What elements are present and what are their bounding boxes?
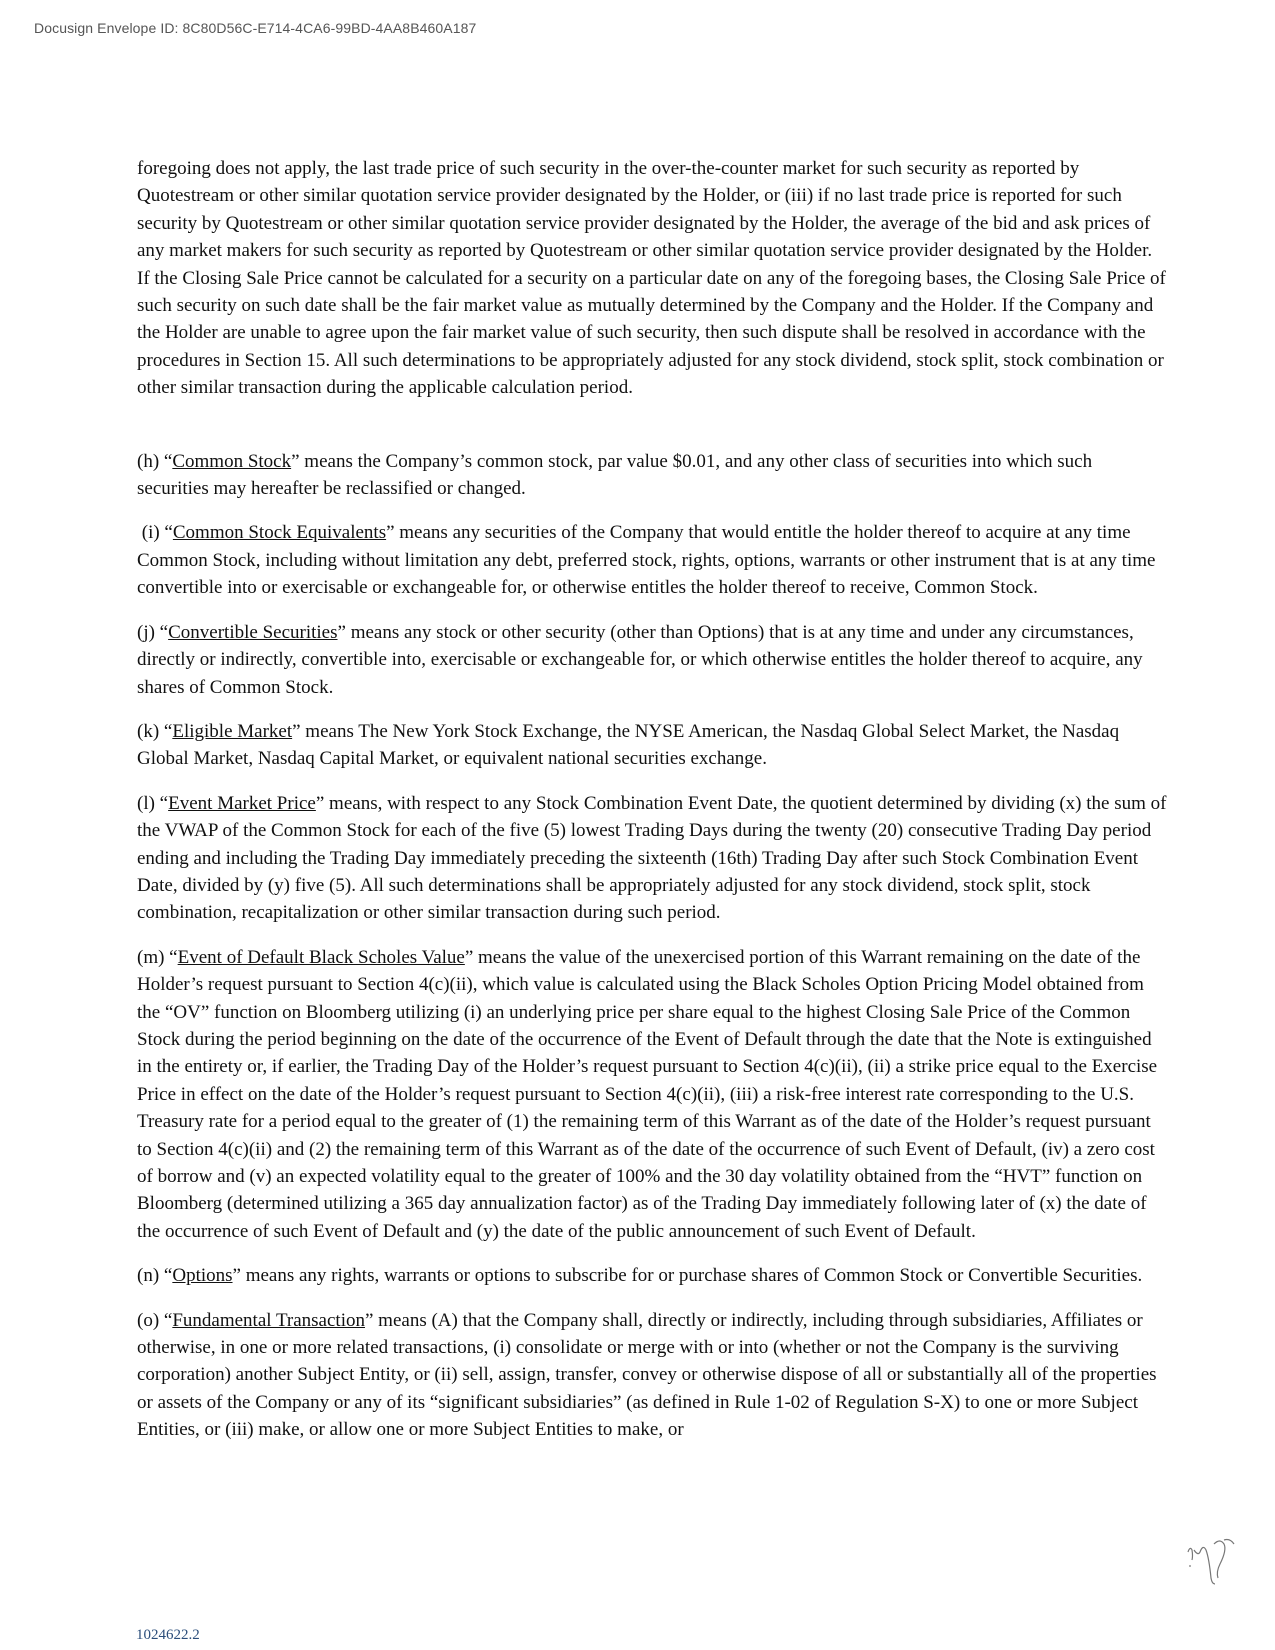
definition-k <box>137 718 1167 773</box>
definition-text: ” means the Company’s common stock, par value $0.01, and any other class of securities into which such securities may hereafter be reclassified or changed. <box>137 450 1093 500</box>
definition-text: ” means any securities of the Company that would entitle the holder thereof to acquire at any time Common Stock, including without limitation any debt, preferred stock, rights, options, warrants or other instrument that is at any time convertible into or exercisable or exchangeable for, or otherwise entitles the holder thereof to receive, Common Stock. <box>137 522 1156 599</box>
continuation-paragraph: foregoing does not apply, the last trade price of such security in the over-the-counter market for such security as reported by Quotestream or other similar quotation service provider designated by the Holder, or (iii) if no last trade price is reported for such security by Quotestream or other similar quotation service provider designated by the Holder, the average of the bid and ask prices of any market makers for such security as reported by Quotestream or other similar quotation service provider designated by the Holder. If the Closing Sale Price cannot be calculated for a security on a particular date on any of the foregoing bases, the Closing Sale Price of such security on such date shall be the fair market value as mutually determined by the Company and the Holder. If the Company and the Holder are unable to agree upon the fair market value of such security, then such dispute shall be resolved in accordance with the procedures in Section 15. All such determinations to be appropriately adjusted for any stock dividend, stock split, stock combination or other similar transaction during the applicable calculation period. <box>137 158 1166 399</box>
defined-term: Convertible Securities <box>168 621 338 643</box>
definition-label: (h) “ <box>137 450 173 472</box>
definition-label: (m) “ <box>137 946 178 968</box>
defined-term: Common Stock <box>172 450 292 472</box>
defined-term: Event Market Price <box>168 792 316 814</box>
handwritten-initials <box>1180 1530 1250 1594</box>
defined-term: Common Stock Equivalents <box>172 522 387 544</box>
defined-term: Options <box>172 1265 233 1287</box>
definition-label: (l) “ <box>137 792 169 814</box>
defined-term: Event of Default Black Scholes Value <box>177 946 465 968</box>
definition-j <box>137 619 1167 701</box>
definition-m <box>137 944 1167 1245</box>
definition-label: (o) “ <box>137 1309 173 1331</box>
defined-term: Fundamental Transaction <box>172 1309 365 1331</box>
definition-text: ” means any stock or other security (other than Options) that is at any time and under any circumstances, directly or indirectly, convertible into, exercisable or exchangeable for, or which otherwise entitles the holder thereof to acquire, any shares of Common Stock. <box>137 621 1143 698</box>
definition-text: ” means (A) that the Company shall, directly or indirectly, including through subsidiaries, Affiliates or otherwise, in one or more related transactions, (i) consolidate or merge with or into (whether or not the Company is the surviving corporation) another Subject Entity, or (ii) sell, assign, transfer, convey or otherwise dispose of all or substantially all of the properties or assets of the Company or any of its “significant subsidiaries” (as defined in Rule 1-02 of Regulation S-X) to one or more Subject Entities, or (iii) make, or allow one or more Subject Entities to make, or <box>137 1309 1157 1441</box>
definition-text: ” means The New York Stock Exchange, the NYSE American, the Nasdaq Global Select Market, the Nasdaq Global Market, Nasdaq Capital Market, or equivalent national securities exchange. <box>137 720 1120 770</box>
document-body <box>137 155 1167 1461</box>
definition-label: (n) “ <box>137 1265 173 1287</box>
definition-text: ” means, with respect to any Stock Combination Event Date, the quotient determined by dividing (x) the sum of the VWAP of the Common Stock for each of the five (5) lowest Trading Days during the twenty (20) consecutive Trading Day period ending and including the Trading Day immediately preceding the sixteenth (16th) Trading Day after such Stock Combination Event Date, divided by (y) five (5). All such determinations shall be appropriately adjusted for any stock dividend, stock split, stock combination, recapitalization or other similar transaction during such period. <box>137 792 1167 924</box>
definition-l <box>137 790 1167 927</box>
definition-text: ” means the value of the unexercised portion of this Warrant remaining on the date of the Holder’s request pursuant to Section 4(c)(ii), which value is calculated using the Black Scholes Option Pricing Model obtained from the “OV” function on Bloomberg utilizing (i) an underlying price per share equal to the highest Closing Sale Price of the Common Stock during the period beginning on the date of the occurrence of the Event of Default through the date that the Note is extinguished in the entirety or, if earlier, the Trading Day of the Holder’s request pursuant to Section 4(c)(ii), (ii) a strike price equal to the Exercise Price in effect on the date of the Holder’s request pursuant to Section 4(c)(ii), (iii) a risk-free interest rate corresponding to the U.S. Treasury rate for a period equal to the greater of (1) the remaining term of this Warrant as of the date of the Holder’s request pursuant to Section 4(c)(ii) and (2) the remaining term of this Warrant as of the date of the occurrence of such Event of Default, (iv) a zero cost of borrow and (v) an expected volatility equal to the greater of 100% and the 30 day volatility obtained from the “HVT” function on Bloomberg (determined utilizing a 365 day annualization factor) as of the Trading Day immediately following later of (x) the date of the occurrence of such Event of Default and (y) the date of the public announcement of such Event of Default. <box>137 946 1158 1242</box>
document-number: 1024622.2 <box>136 1627 200 1643</box>
definition-label: (j) “ <box>137 621 169 643</box>
definition-label: (k) “ <box>137 720 173 742</box>
defined-term: Eligible Market <box>172 720 293 742</box>
definition-i <box>137 519 1167 601</box>
definition-o <box>137 1307 1167 1444</box>
definition-label: (i) “ <box>137 522 173 544</box>
definition-h <box>137 448 1167 503</box>
envelope-id-header: Docusign Envelope ID: 8C80D56C-E714-4CA6-99BD-4AA8B460A187 <box>34 20 477 36</box>
definition-text: ” means any rights, warrants or options to subscribe for or purchase shares of Common Stock or Convertible Securities. <box>232 1265 1143 1287</box>
definition-n <box>137 1262 1167 1289</box>
